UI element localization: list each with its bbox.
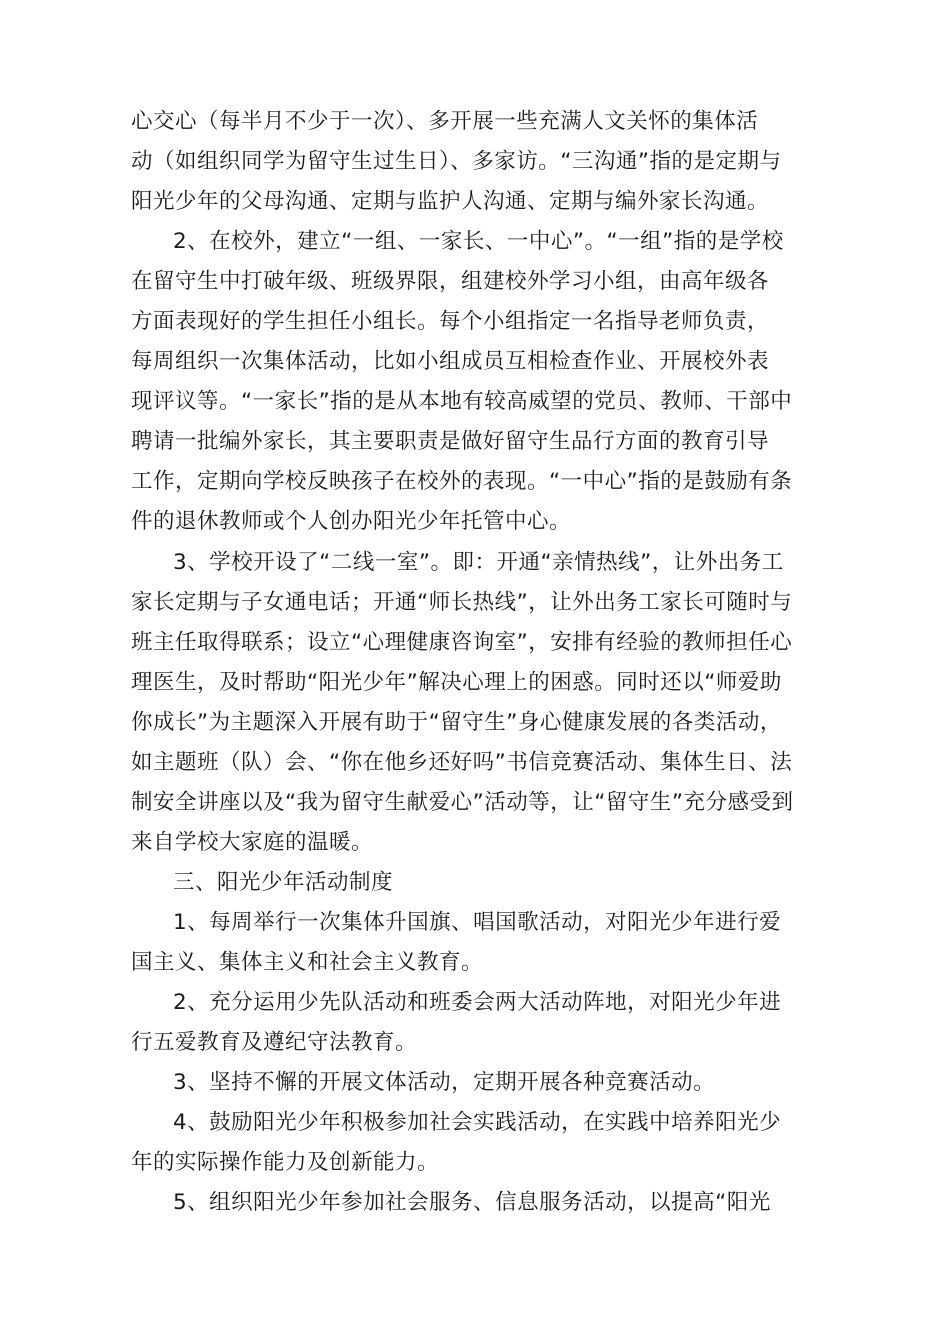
paragraph-start-line: 3、坚持不懈的开展文体活动，定期开展各种竞赛活动。 bbox=[173, 1070, 716, 1095]
text-line: 行五爱教育及遵纪守法教育。 bbox=[131, 1030, 418, 1055]
text-line: 家长定期与子女通电话；开通“师长热线”，让外出务工家长可随时与 bbox=[131, 590, 793, 615]
text-line: 方面表现好的学生担任小组长。每个小组指定一名指导老师负责， bbox=[131, 309, 770, 334]
section-heading: 三、阳光少年活动制度 bbox=[173, 870, 394, 895]
text-line: 班主任取得联系；设立“心理健康咨询室”，安排有经验的教师担任心 bbox=[131, 630, 793, 655]
text-line: 国主义、集体主义和社会主义教育。 bbox=[131, 950, 484, 975]
paragraph-start-line: 2、充分运用少先队活动和班委会两大活动阵地，对阳光少年进 bbox=[173, 990, 782, 1015]
text-line: 制安全讲座以及“我为留守生献爱心”活动等，让“留守生”充分感受到 bbox=[131, 790, 794, 815]
text-line: 每周组织一次集体活动，比如小组成员互相检查作业、开展校外表 bbox=[131, 349, 770, 374]
text-line: 工作，定期向学校反映孩子在校外的表现。“一中心”指的是鼓励有条 bbox=[131, 469, 793, 494]
paragraph-start-line: 3、学校开设了“二线一室”。即：开通“亲情热线”，让外出务工 bbox=[173, 550, 784, 575]
paragraph-start-line: 5、组织阳光少年参加社会服务、信息服务活动，以提高“阳光 bbox=[173, 1190, 771, 1215]
paragraph-start-line: 1、每周举行一次集体升国旗、唱国歌活动，对阳光少年进行爱 bbox=[173, 910, 782, 935]
text-line: 动（如组织同学为留守生过生日）、多家访。“三沟通”指的是定期与 bbox=[131, 149, 782, 174]
text-line: 如主题班（队）会、“你在他乡还好吗”书信竞赛活动、集体生日、法 bbox=[131, 750, 793, 775]
text-line: 你成长”为主题深入开展有助于“留守生”身心健康发展的各类活动， bbox=[131, 710, 782, 735]
text-line: 现评议等。“一家长”指的是从本地有较高威望的党员、教师、干部中 bbox=[131, 389, 793, 414]
text-line: 阳光少年的父母沟通、定期与监护人沟通、定期与编外家长沟通。 bbox=[131, 189, 770, 214]
text-line: 件的退休教师或个人创办阳光少年托管中心。 bbox=[131, 509, 572, 534]
paragraph-start-line: 4、鼓励阳光少年积极参加社会实践活动，在实践中培养阳光少 bbox=[173, 1110, 782, 1135]
text-line: 年的实际操作能力及创新能力。 bbox=[131, 1150, 440, 1175]
text-line: 来自学校大家庭的温暖。 bbox=[131, 830, 374, 855]
text-line: 理医生，及时帮助“阳光少年”解决心理上的困惑。同时还以“师爱助 bbox=[131, 670, 782, 695]
paragraph-start-line: 2、在校外，建立“一组、一家长、一中心”。“一组”指的是学校 bbox=[173, 229, 784, 254]
text-line: 聘请一批编外家长，其主要职责是做好留守生品行方面的教育引导 bbox=[131, 429, 770, 454]
text-line: 心交心（每半月不少于一次）、多开展一些充满人文关怀的集体活 bbox=[131, 109, 759, 134]
text-line: 在留守生中打破年级、班级界限，组建校外学习小组，由高年级各 bbox=[131, 269, 770, 294]
